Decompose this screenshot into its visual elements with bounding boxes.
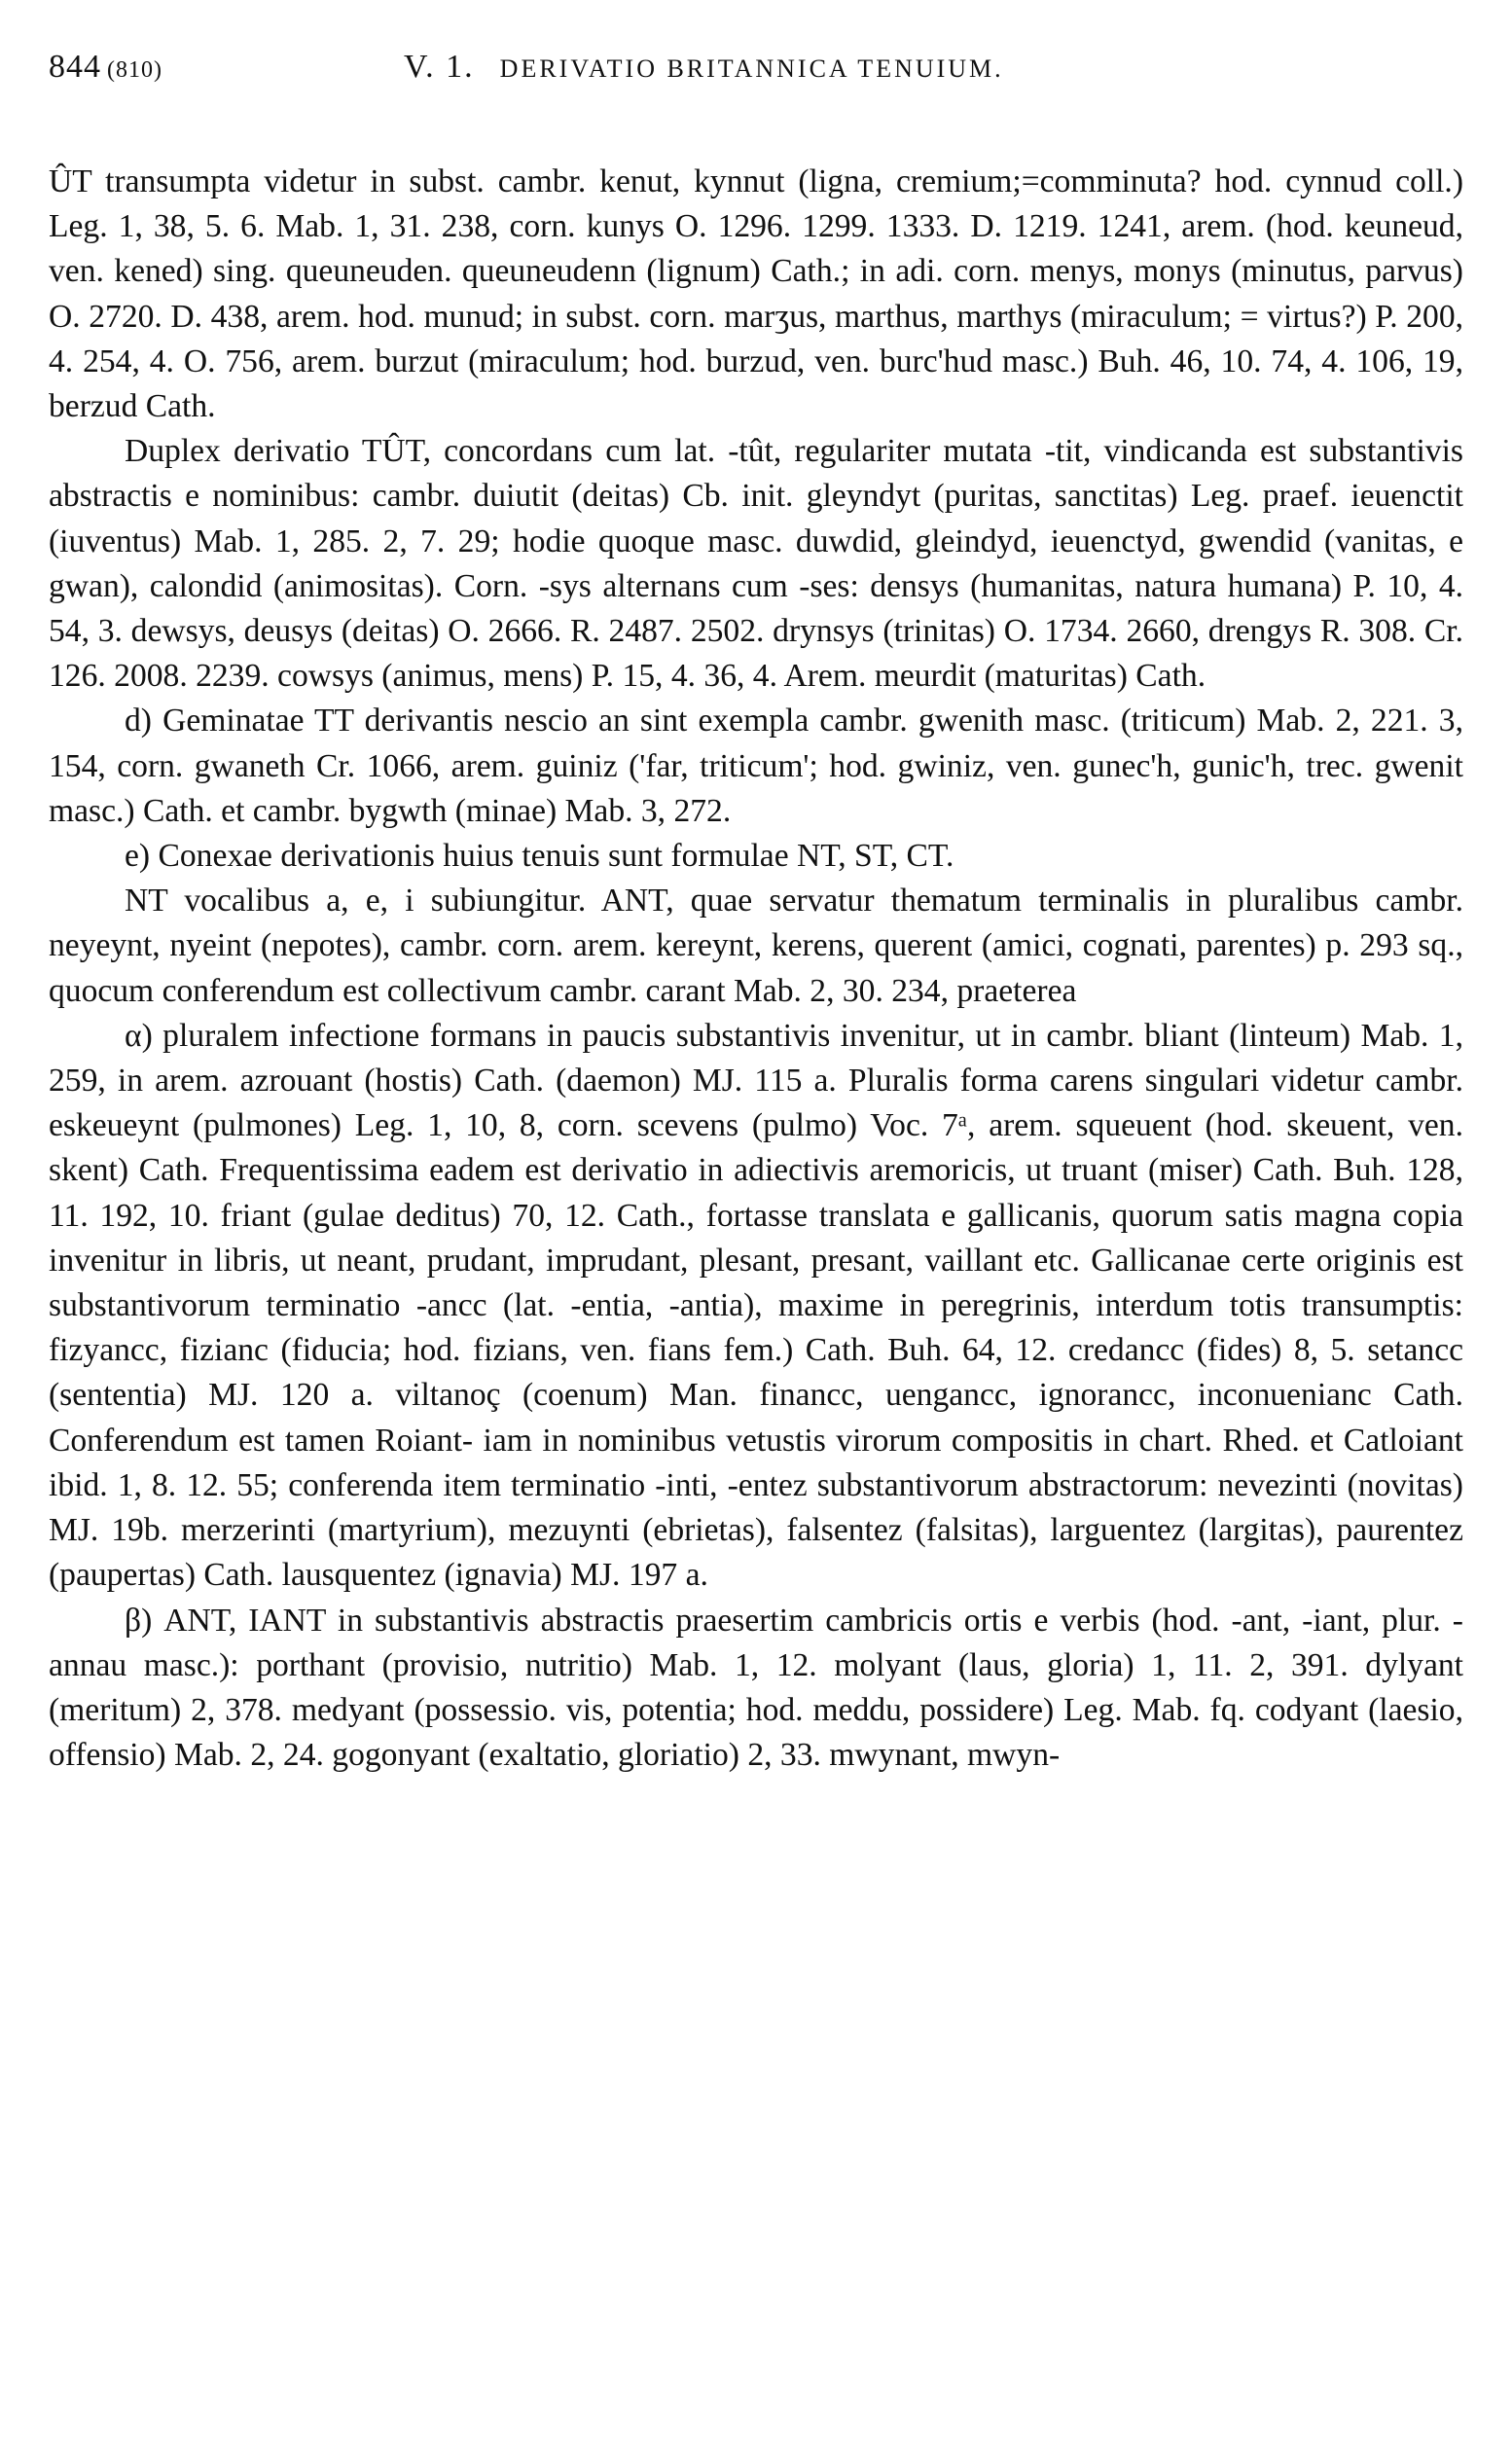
- running-header: [49, 49, 1463, 99]
- paragraph-d: d) Geminatae TT derivantis nescio an sint exempla cambr. gwenith masc. (triticum) Mab. 2, 221. 3, 154, corn. gwaneth Cr. 1066, arem. guiniz ('far, triticum'; hod. gwiniz, ven. gunec'h, gunic'h, trec. gwenit masc.) Cath. et cambr. bygwth (minae) Mab. 3, 272.: [49, 703, 1463, 829]
- volume-label: V. 1.: [404, 49, 475, 85]
- page-number-alt: (810): [107, 57, 162, 83]
- paragraph-alpha: α) pluralem infectione formans in paucis substantivis invenitur, ut in cambr. bliant (linteum) Mab. 1, 259, in arem. azrouant (hostis) Cath. (daemon) MJ. 115 a. Pluralis forma carens singulari videtur cambr. eskeueynt (pulmones) Leg. 1, 10, 8, corn. scevens (pulmo) Voc. 7ᵃ, arem. squeuent (hod. skeuent, ven. skent) Cath. Frequentissima eadem est derivatio in adiectivis aremoricis, ut truant (miser) Cath. Buh. 128, 11. 192, 10. friant (gulae deditus) 70, 12. Cath., fortasse translata e gallicanis, quorum satis magna copia invenitur in libris, ut neant, prudant, imprudant, plesant, presant, vaillant etc. Gallicanae certe originis est substantivorum terminatio -ancc (lat. -entia, -antia), maxime in peregrinis, interdum totis transumptis: fizyancc, fizianc (fiducia; hod. fizians, ven. fians fem.) Cath. Buh. 64, 12. credancc (fides) 8, 5. setancc (sententia) MJ. 120 a. viltanoç (coenum) Man. financc, uengancc, ignorancc, inconuenianc Cath. Conferendum est tamen Roiant- iam in nominibus vetustis virorum compositis in chart. Rhed. et Catloiant ibid. 1, 8. 12. 55; conferenda item terminatio -inti, -entez substantivorum abstractorum: nevezinti (novitas) MJ. 19b. merzerinti (martyrium), mezuynti (ebrietas), falsentez (falsitas), larguentez (largitas), paurentez (paupertas) Cath. lausquentez (ignavia) MJ. 197 a.: [49, 1017, 1463, 1594]
- paragraph-beta: β) ANT, IANT in substantivis abstractis praesertim cambricis ortis e verbis (hod. -ant, -iant, plur. -annau masc.): porthant (provisio, nutritio) Mab. 1, 12. molyant (laus, gloria) 1, 11. 2, 391. dylyant (meritum) 2, 378. medyant (possessio. vis, potentia; hod. meddu, possidere) Leg. Mab. fq. codyant (laesio, offensio) Mab. 2, 24. gogonyant (exaltatio, gloriatio) 2, 33. mwynant, mwyn-: [49, 1602, 1463, 1774]
- paragraph-ut: ÛT transumpta videtur in subst. cambr. kenut, kynnut (ligna, cremium;=comminuta? hod. cynnud coll.) Leg. 1, 38, 5. 6. Mab. 1, 31. 238, corn. kunys O. 1296. 1299. 1333. D. 1219. 1241, arem. (hod. keuneud, ven. kened) sing. queuneuden. queuneudenn (lignum) Cath.; in adi. corn. menys, monys (minutus, parvus) O. 2720. D. 438, arem. hod. munud; in subst. corn. marʒus, marthus, marthys (miraculum; = virtus?) P. 200, 4. 254, 4. O. 756, arem. burzut (miraculum; hod. burzud, ven. burc'hud masc.) Buh. 46, 10. 74, 4. 106, 19, berzud Cath.: [49, 163, 1463, 425]
- running-title: [404, 49, 1004, 86]
- section-title: DERIVATIO BRITANNICA TENUIUM.: [499, 54, 1004, 83]
- paragraph-e: e) Conexae derivationis huius tenuis sunt formulae NT, ST, CT.: [125, 838, 954, 875]
- page-number: 844 (810): [49, 49, 162, 85]
- page-body: [49, 160, 1463, 1778]
- paragraph-nt: NT vocalibus a, e, i subiungitur. ANT, quae servatur thematum terminalis in pluralibus cambr. neyeynt, nyeint (nepotes), cambr. corn. arem. kereynt, kerens, querent (amici, cognati, parentes) p. 293 sq., quocum conferendum est collectivum cambr. carant Mab. 2, 30. 234, praeterea: [49, 883, 1463, 1009]
- paragraph-duplex: Duplex derivatio TÛT, concordans cum lat. -tût, regulariter mutata -tit, vindicanda est substantivis abstractis e nominibus: cambr. duiutit (deitas) Cb. init. gleyndyt (puritas, sanctitas) Leg. praef. ieuenctit (iuventus) Mab. 1, 285. 2, 7. 29; hodie quoque masc. duwdid, gleindyd, ieuenctyd, gwendid (vanitas, e gwan), calondid (animositas). Corn. -sys alternans cum -ses: densys (humanitas, natura humana) P. 10, 4. 54, 3. dewsys, deusys (deitas) O. 2666. R. 2487. 2502. drynsys (trinitas) O. 1734. 2660, drengys R. 308. Cr. 126. 2008. 2239. cowsys (animus, mens) P. 15, 4. 36, 4. Arem. meurdit (maturitas) Cath.: [49, 433, 1463, 695]
